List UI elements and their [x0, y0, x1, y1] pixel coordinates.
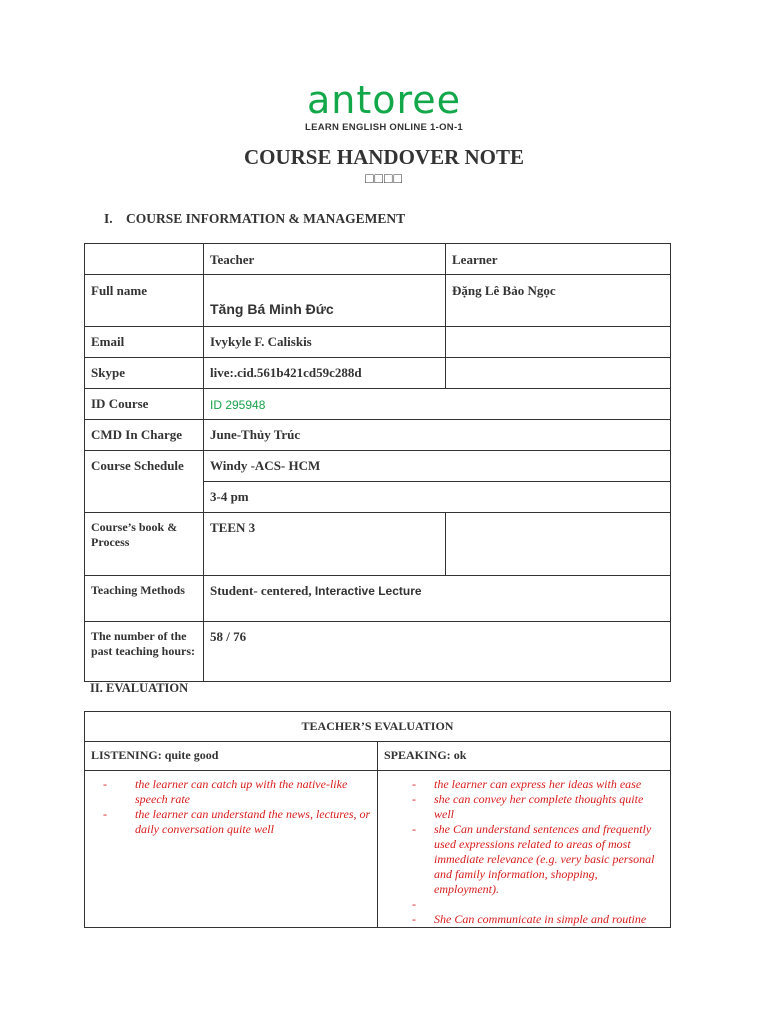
antoree-logo [0, 80, 768, 133]
document-subtitle: □□□□ [365, 172, 403, 187]
row-label: Email [85, 327, 204, 358]
table-row [85, 742, 671, 771]
schedule-line-1: Windy -ACS- HCM [204, 451, 671, 482]
table-row [85, 513, 671, 576]
evaluation-header: TEACHER’S EVALUATION [85, 712, 671, 742]
teacher-column-header: Teacher [204, 244, 446, 275]
listening-notes-cell [85, 771, 378, 928]
row-label: ID Course [85, 389, 204, 420]
speaking-label: SPEAKING: [384, 748, 451, 762]
methods-part-a: Student- centered, [210, 583, 312, 598]
table-row [85, 712, 671, 742]
list-item [384, 822, 664, 897]
table-row [85, 358, 671, 389]
learner-column-header: Learner [446, 244, 671, 275]
row-label: The number of the past teaching hours: [85, 622, 204, 682]
note-text: the learner can express her ideas with ease [434, 777, 642, 791]
list-item [384, 912, 664, 927]
table-row [85, 389, 671, 420]
speaking-value: ok [453, 748, 467, 762]
section-label: COURSE INFORMATION & MANAGEMENT [126, 211, 406, 226]
learner-email [446, 327, 671, 358]
logo-tagline: LEARN ENGLISH ONLINE 1-ON-1 [305, 122, 463, 133]
row-label: Skype [85, 358, 204, 389]
speaking-notes [384, 777, 664, 927]
teacher-skype: live:.cid.561b421cd59c288d [204, 358, 446, 389]
speaking-rating [378, 742, 671, 771]
table-cell [446, 513, 671, 576]
note-text: she can convey her complete thoughts quite well [434, 792, 644, 821]
note-text: She Can communicate in simple and routine [434, 912, 647, 926]
learner-full-name: Đặng Lê Bảo Ngọc [446, 275, 671, 327]
listening-rating [85, 742, 378, 771]
list-item [91, 807, 371, 837]
section-heading-evaluation: II. EVALUATION [90, 681, 189, 695]
listening-label: LISTENING: [91, 748, 162, 762]
table-row [85, 771, 671, 928]
speaking-notes-cell [378, 771, 671, 928]
course-id: ID 295948 [210, 398, 266, 412]
row-label: Course Schedule [85, 451, 204, 513]
list-item [384, 777, 664, 792]
schedule-line-2: 3-4 pm [204, 482, 671, 513]
teacher-full-name: Tăng Bá Minh Đức [204, 275, 446, 327]
table-row [85, 576, 671, 622]
row-label: CMD In Charge [85, 420, 204, 451]
list-item [91, 777, 371, 807]
listening-notes [91, 777, 371, 837]
course-info-table [84, 243, 671, 682]
list-item [384, 792, 664, 822]
document-title: COURSE HANDOVER NOTE [243, 145, 525, 169]
table-row [85, 327, 671, 358]
list-item [384, 897, 664, 912]
table-row [85, 622, 671, 682]
teacher-email: Ivykyle F. Caliskis [204, 327, 446, 358]
table-row [85, 451, 671, 482]
logo-wordmark: antoree [306, 78, 462, 122]
row-label: Full name [85, 275, 204, 327]
learner-skype [446, 358, 671, 389]
section-heading-course-info [104, 211, 405, 227]
table-row [85, 420, 671, 451]
methods-value [204, 576, 671, 622]
row-label: Teaching Methods [85, 576, 204, 622]
note-text: the learner can catch up with the native-like speech rate [135, 777, 348, 806]
section-number: I. [104, 211, 113, 226]
note-text: the learner can understand the news, lectures, or daily conversation quite well [135, 807, 371, 836]
course-id-value [204, 389, 671, 420]
evaluation-table [84, 711, 671, 928]
note-text: she Can understand sentences and frequently used expressions related to areas of most immediate relevance (e.g. very basic personal and family information, shopping, employment). [434, 822, 655, 896]
cmd-value: June-Thủy Trúc [204, 420, 671, 451]
table-row [85, 244, 671, 275]
book-value: TEEN 3 [204, 513, 446, 576]
row-label: Course’s book & Process [85, 513, 204, 576]
table-cell [85, 244, 204, 275]
methods-part-b: Interactive Lecture [314, 584, 422, 598]
hours-value: 58 / 76 [204, 622, 671, 682]
table-row [85, 275, 671, 327]
listening-value: quite good [164, 748, 219, 762]
